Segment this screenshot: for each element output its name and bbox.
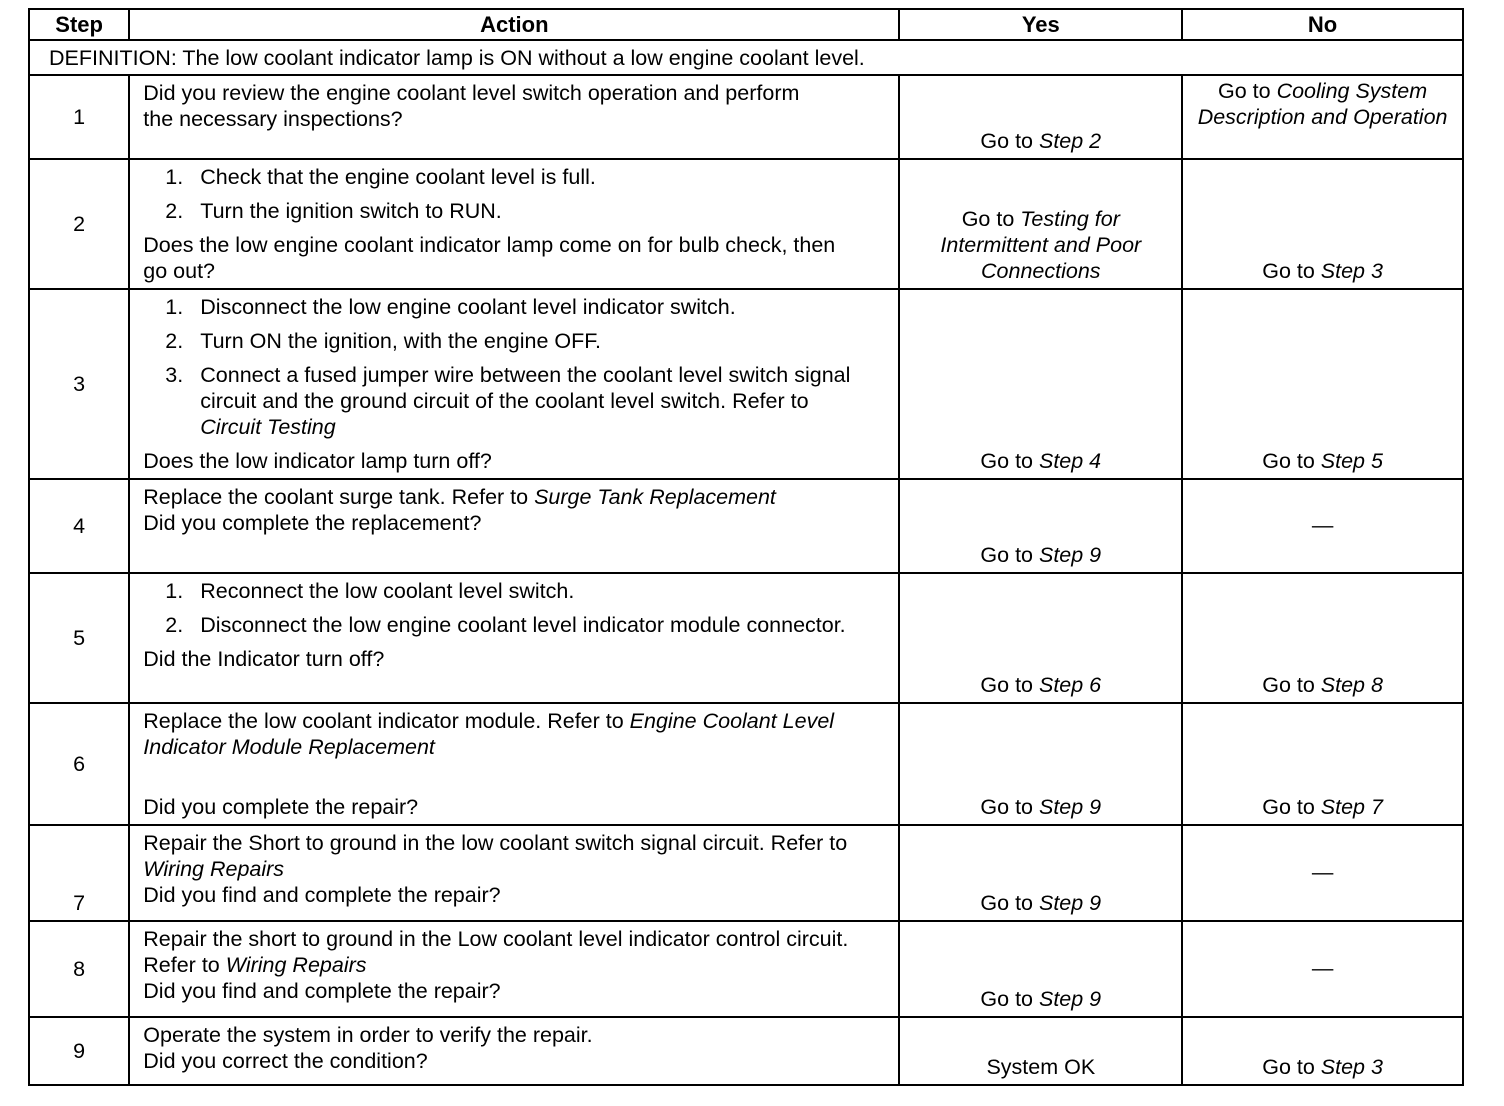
yes-link[interactable]: Step 4: [1038, 449, 1102, 473]
action-cell: [129, 289, 899, 479]
step-number: 1: [29, 75, 129, 159]
list-item: 3. Connect a fused jumper wire between the coolant level switch signal circuit and the ground circuit of the coolant level switch. Refer to Circuit Testing: [165, 363, 851, 439]
table-row: [29, 921, 1463, 1017]
action-link[interactable]: Surge Tank Replacement: [534, 485, 776, 509]
no-cell: [1182, 159, 1463, 289]
no-dash: —: [1311, 956, 1334, 980]
action-text: Replace the low coolant indicator module. Refer to: [143, 709, 630, 733]
yes-cell: [899, 479, 1182, 573]
no-link[interactable]: Step 3: [1320, 259, 1383, 283]
list-item: 1. Disconnect the low engine coolant level indicator switch.: [165, 295, 736, 319]
list-item: 2. Disconnect the low engine coolant level indicator module connector.: [165, 613, 846, 637]
action-list: [143, 164, 890, 224]
yes-cell: [899, 573, 1182, 703]
yes-prefix: Go to: [980, 543, 1039, 567]
no-cell: [1182, 921, 1463, 1017]
no-link[interactable]: Step 5: [1320, 449, 1383, 473]
definition-row: [29, 40, 1463, 75]
step-number: 4: [29, 479, 129, 573]
action-link[interactable]: Wiring Repairs: [143, 857, 285, 881]
yes-prefix: Go to: [980, 129, 1039, 153]
no-link[interactable]: Cooling System Description and Operation: [1197, 79, 1448, 129]
table-row: [29, 703, 1463, 825]
header-yes: Yes: [899, 9, 1182, 40]
step-number: 5: [29, 573, 129, 703]
no-prefix: Go to: [1262, 259, 1321, 283]
action-list: [143, 294, 890, 440]
action-list: [143, 578, 890, 638]
list-item: 1. Check that the engine coolant level is full.: [165, 165, 596, 189]
yes-cell: [899, 75, 1182, 159]
no-dash: —: [1311, 513, 1334, 537]
step-number: 6: [29, 703, 129, 825]
yes-cell: [899, 703, 1182, 825]
action-cell: [129, 1017, 899, 1085]
action-text: Repair the Short to ground in the low coolant switch signal circuit. Refer to: [143, 831, 848, 855]
diagnostic-table: [28, 8, 1464, 1086]
yes-link[interactable]: Step 9: [1038, 987, 1102, 1011]
action-text: Did you review the engine coolant level switch operation and perform the necessary inspections?: [143, 81, 800, 131]
action-cell: [129, 825, 899, 921]
table-row: [29, 479, 1463, 573]
no-cell: [1182, 75, 1463, 159]
yes-link[interactable]: Step 6: [1038, 673, 1102, 697]
no-link[interactable]: Step 3: [1320, 1055, 1383, 1079]
question-text: Did you correct the condition?: [143, 1049, 428, 1073]
yes-cell: [899, 825, 1182, 921]
header-action: Action: [129, 9, 899, 40]
step-number: 7: [29, 825, 129, 921]
no-link[interactable]: Step 7: [1320, 795, 1383, 819]
header-row: [29, 9, 1463, 40]
header-step: Step: [29, 9, 129, 40]
yes-text: System OK: [986, 1055, 1096, 1079]
yes-cell: [899, 1017, 1182, 1085]
yes-link[interactable]: Step 9: [1038, 891, 1102, 915]
question-text: Did you find and complete the repair?: [143, 979, 501, 1003]
no-cell: [1182, 573, 1463, 703]
action-text: Replace the coolant surge tank. Refer to: [143, 485, 535, 509]
no-cell: [1182, 825, 1463, 921]
yes-prefix: Go to: [980, 673, 1039, 697]
yes-prefix: Go to: [980, 449, 1039, 473]
action-cell: [129, 703, 899, 825]
no-prefix: Go to: [1218, 79, 1277, 103]
definition-text: DEFINITION: The low coolant indicator lamp is ON without a low engine coolant level.: [29, 40, 1463, 75]
yes-prefix: Go to: [980, 891, 1039, 915]
table-row: [29, 1017, 1463, 1085]
yes-prefix: Go to: [980, 795, 1039, 819]
no-prefix: Go to: [1262, 795, 1321, 819]
question-text: Did you find and complete the repair?: [143, 883, 501, 907]
yes-cell: [899, 289, 1182, 479]
table-row: [29, 75, 1463, 159]
question-text: Did you complete the replacement?: [143, 511, 482, 535]
no-prefix: Go to: [1262, 449, 1321, 473]
table-row: [29, 825, 1463, 921]
no-cell: [1182, 289, 1463, 479]
list-item: 1. Reconnect the low coolant level switch.: [165, 579, 575, 603]
list-item: 2. Turn ON the ignition, with the engine OFF.: [165, 329, 601, 353]
table-row: [29, 573, 1463, 703]
action-text: Repair the short to ground in the Low coolant level indicator control circuit. Refer to: [143, 927, 849, 977]
step-number: 9: [29, 1017, 129, 1085]
no-cell: [1182, 1017, 1463, 1085]
action-link[interactable]: Engine Coolant Level Indicator Module Replacement: [143, 709, 835, 759]
no-cell: [1182, 479, 1463, 573]
yes-cell: [899, 921, 1182, 1017]
no-prefix: Go to: [1262, 673, 1321, 697]
action-cell: [129, 573, 899, 703]
table-row: [29, 159, 1463, 289]
yes-prefix: Go to: [961, 207, 1021, 231]
step-number: 3: [29, 289, 129, 479]
yes-link[interactable]: Step 2: [1038, 129, 1102, 153]
question-text: Does the low indicator lamp turn off?: [143, 449, 492, 473]
action-cell: [129, 479, 899, 573]
question-text: Does the low engine coolant indicator lamp come on for bulb check, then go out?: [143, 233, 836, 283]
action-cell: [129, 159, 899, 289]
yes-link[interactable]: Step 9: [1038, 543, 1102, 567]
action-cell: [129, 921, 899, 1017]
action-text: Operate the system in order to verify the repair.: [143, 1023, 593, 1047]
question-text: Did you complete the repair?: [143, 795, 419, 819]
no-cell: [1182, 703, 1463, 825]
no-dash: —: [1311, 860, 1334, 884]
yes-link[interactable]: Testing for Intermittent and Poor Connections: [940, 207, 1142, 283]
action-cell: [129, 75, 899, 159]
action-link[interactable]: Wiring Repairs: [225, 953, 367, 977]
yes-link[interactable]: Step 9: [1038, 795, 1102, 819]
header-no: No: [1182, 9, 1463, 40]
table-row: [29, 289, 1463, 479]
yes-prefix: Go to: [980, 987, 1039, 1011]
no-link[interactable]: Step 8: [1320, 673, 1383, 697]
list-item: 2. Turn the ignition switch to RUN.: [165, 199, 502, 223]
step-number: 2: [29, 159, 129, 289]
action-link[interactable]: Circuit Testing: [200, 415, 336, 439]
yes-cell: [899, 159, 1182, 289]
no-prefix: Go to: [1262, 1055, 1321, 1079]
question-text: Did the Indicator turn off?: [143, 647, 385, 671]
step-number: 8: [29, 921, 129, 1017]
